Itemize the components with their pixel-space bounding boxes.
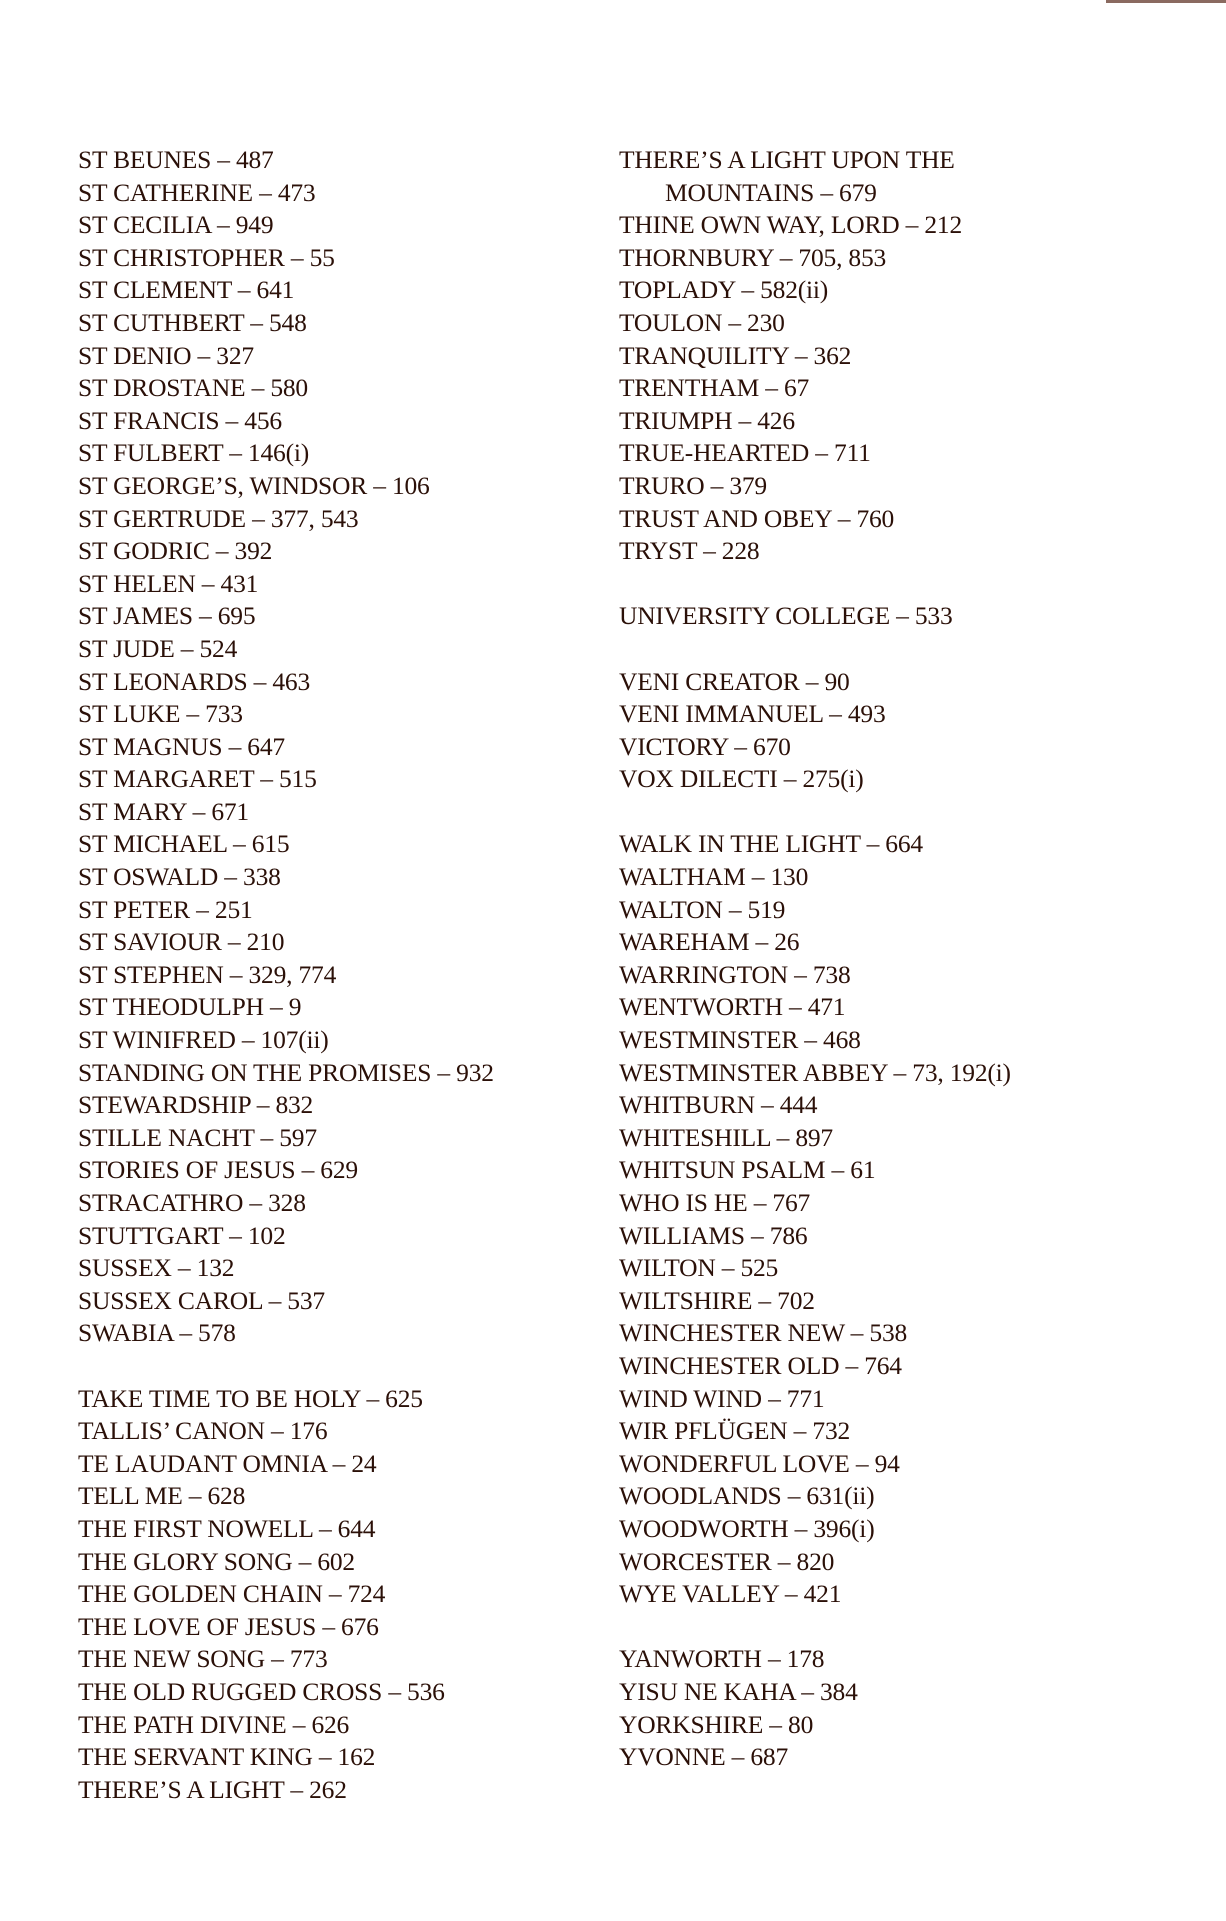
index-entry: THE SERVANT KING – 162 [78,1742,376,1772]
index-entry: TALLIS’ CANON – 176 [78,1416,328,1446]
index-entry: WALTHAM – 130 [619,862,809,892]
index-entry: ST CLEMENT – 641 [78,275,295,305]
index-entry: STILLE NACHT – 597 [78,1122,317,1152]
index-entry: WOODLANDS – 631(ii) [619,1481,875,1511]
index-entry: WARRINGTON – 738 [619,959,851,989]
index-column-right [619,144,1159,1774]
index-entry: TRIUMPH – 426 [619,405,795,435]
index-entry: TRUST AND OBEY – 760 [619,503,895,533]
index-entry: ST LUKE – 733 [78,699,243,729]
section-gap [619,633,1159,666]
index-entry: VOX DILECTI – 275(i) [619,764,864,794]
index-entry: STRACATHRO – 328 [78,1188,306,1217]
index-entry: SUSSEX CAROL – 537 [78,1285,325,1315]
index-entry: STANDING ON THE PROMISES – 932 [78,1057,494,1087]
index-entry: ST MAGNUS – 647 [78,731,285,761]
index-entry: WINCHESTER NEW – 538 [619,1318,908,1348]
index-entry: UNIVERSITY COLLEGE – 533 [619,601,953,631]
index-entry: ST STEPHEN – 329, 774 [78,959,337,989]
index-entry: TRURO – 379 [619,470,767,500]
scan-edge-line [1106,0,1226,3]
index-entry: THERE’S A LIGHT UPON THE [619,145,955,174]
index-entry: ST DENIO – 327 [78,340,254,370]
index-entry: THE GOLDEN CHAIN – 724 [78,1579,386,1609]
index-entry: WAREHAM – 26 [619,927,800,957]
index-entry: THORNBURY – 705, 853 [619,242,887,272]
index-entry: ST JAMES – 695 [78,601,256,631]
index-entry: WILLIAMS – 786 [619,1220,808,1250]
index-entry: ST PETER – 251 [78,894,253,924]
index-entry: WINCHESTER OLD – 764 [619,1350,902,1380]
index-entry: YORKSHIRE – 80 [619,1709,814,1739]
index-entry: WESTMINSTER ABBEY – 73, 192(i) [619,1057,1011,1087]
index-entry: WIND WIND – 771 [619,1383,825,1413]
index-entry: WONDERFUL LOVE – 94 [619,1448,900,1478]
index-entry: THINE OWN WAY, LORD – 212 [619,210,963,240]
index-entry: ST BEUNES – 487 [78,145,274,174]
index-entry: ST FRANCIS – 456 [78,405,282,435]
index-entry: WALK IN THE LIGHT – 664 [619,829,923,859]
index-entry: WYE VALLEY – 421 [619,1579,842,1609]
index-entry: THE OLD RUGGED CROSS – 536 [78,1676,445,1706]
index-entry: WIR PFLÜGEN – 732 [619,1416,851,1446]
index-entry: TOULON – 230 [619,307,785,337]
index-entry: WHITSUN PSALM – 61 [619,1155,876,1185]
index-entry: YVONNE – 687 [619,1742,789,1772]
tune-index-page [0,144,1226,1844]
index-entry: MOUNTAINS – 679 [665,177,877,207]
index-entry: YANWORTH – 178 [619,1644,825,1674]
index-entry: VENI CREATOR – 90 [619,666,850,696]
index-entry: ST WINIFRED – 107(ii) [78,1025,329,1055]
index-entry: WENTWORTH – 471 [619,992,846,1022]
index-entry: TELL ME – 628 [78,1481,246,1511]
index-column-left [78,144,618,1806]
index-entry: ST HELEN – 431 [78,568,259,598]
index-entry: WHITESHILL – 897 [619,1122,833,1152]
index-entry: STUTTGART – 102 [78,1220,286,1250]
index-entry: THE LOVE OF JESUS – 676 [78,1611,379,1641]
index-entry: WALTON – 519 [619,894,786,924]
index-entry: TOPLADY – 582(ii) [619,275,829,305]
index-entry: ST LEONARDS – 463 [78,666,311,696]
section-gap [619,1611,1159,1644]
index-entry: TRENTHAM – 67 [619,373,810,403]
index-entry: ST THEODULPH – 9 [78,992,302,1022]
index-entry: ST FULBERT – 146(i) [78,438,310,468]
index-entry: WILTSHIRE – 702 [619,1285,815,1315]
index-entry: WHO IS HE – 767 [619,1188,811,1217]
index-entry: STEWARDSHIP – 832 [78,1090,314,1120]
index-entry: ST MICHAEL – 615 [78,829,290,859]
index-entry: SWABIA – 578 [78,1318,236,1348]
index-entry: WOODWORTH – 396(i) [619,1513,875,1543]
index-entry: WILTON – 525 [619,1253,779,1283]
index-entry: ST CHRISTOPHER – 55 [78,242,335,272]
index-entry: ST OSWALD – 338 [78,862,281,892]
index-entry: TAKE TIME TO BE HOLY – 625 [78,1383,423,1413]
index-entry: TRUE-HEARTED – 711 [619,438,871,468]
index-entry: YISU NE KAHA – 384 [619,1676,858,1706]
index-entry: ST CUTHBERT – 548 [78,307,307,337]
index-entry: THERE’S A LIGHT – 262 [78,1774,347,1804]
section-gap [619,568,1159,601]
index-entry: THE PATH DIVINE – 626 [78,1709,350,1739]
index-entry: WORCESTER – 820 [619,1546,835,1576]
section-gap [619,796,1159,829]
index-entry: STORIES OF JESUS – 629 [78,1155,358,1185]
index-entry: ST CATHERINE – 473 [78,177,316,207]
index-entry: TRYST – 228 [619,536,760,566]
index-entry: TE LAUDANT OMNIA – 24 [78,1448,377,1478]
index-entry: VENI IMMANUEL – 493 [619,699,886,729]
index-entry: WHITBURN – 444 [619,1090,818,1120]
index-entry: ST MARY – 671 [78,796,249,826]
index-entry: SUSSEX – 132 [78,1253,235,1283]
index-entry: ST SAVIOUR – 210 [78,927,285,957]
index-entry: TRANQUILITY – 362 [619,340,852,370]
index-entry: ST JUDE – 524 [78,633,238,663]
index-entry: ST GERTRUDE – 377, 543 [78,503,359,533]
section-gap [78,1350,618,1383]
index-entry: THE NEW SONG – 773 [78,1644,328,1674]
index-entry: ST GEORGE’S, WINDSOR – 106 [78,470,430,500]
index-entry: THE GLORY SONG – 602 [78,1546,355,1576]
index-entry: VICTORY – 670 [619,731,791,761]
index-entry: WESTMINSTER – 468 [619,1025,861,1055]
index-entry: ST GODRIC – 392 [78,536,273,566]
index-entry: ST CECILIA – 949 [78,210,274,240]
index-entry: ST MARGARET – 515 [78,764,317,794]
index-entry: THE FIRST NOWELL – 644 [78,1513,376,1543]
index-entry: ST DROSTANE – 580 [78,373,308,403]
